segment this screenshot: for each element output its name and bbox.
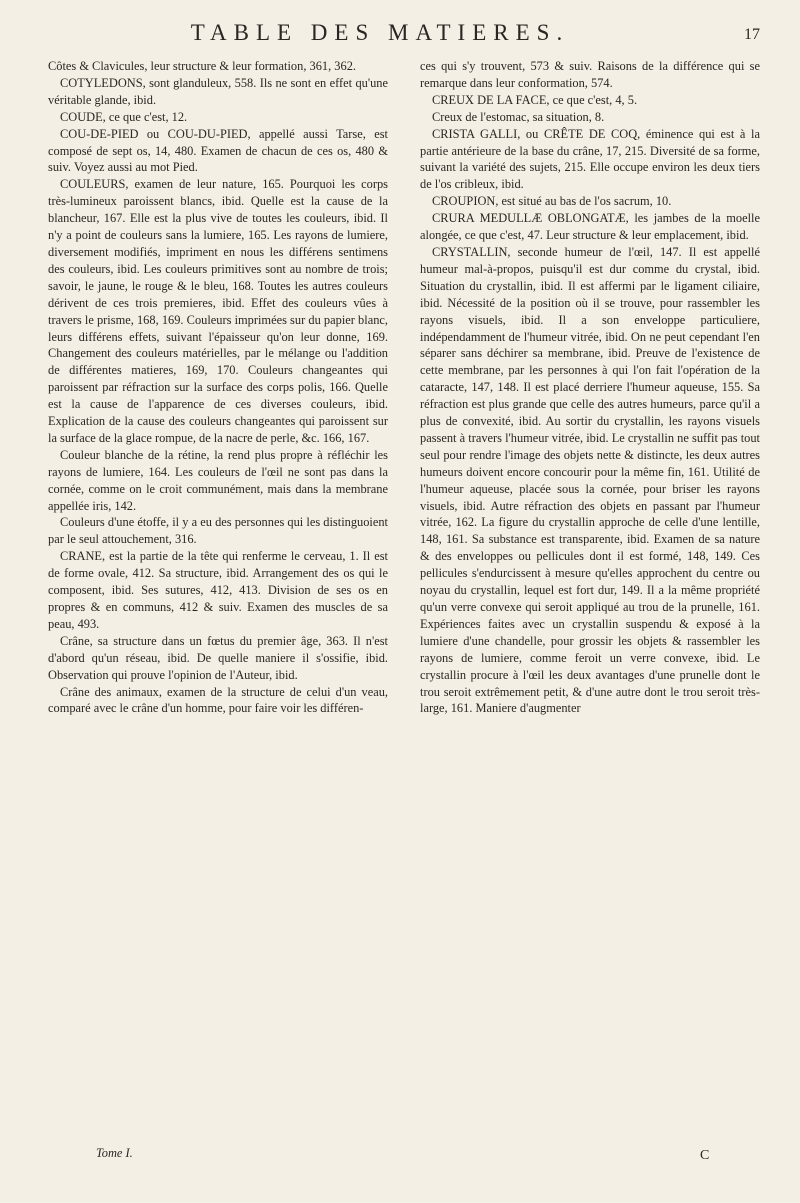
index-entry: Crâne des animaux, examen de la structure de celui d'un veau, comparé avec le crâne d'un homme, pour faire voir les différen- (48, 684, 388, 716)
left-column (48, 58, 388, 1178)
index-entry: ces qui s'y trouvent, 573 & suiv. Raisons de la différence qui se remarque dans leur conformation, 574. (420, 59, 760, 90)
index-entry: COU-DE-PIED ou COU-DU-PIED, appellé aussi Tarse, est composé de sept os, 14, 480. Examen de chacun de ces os, 480 & suiv. Voyez aussi au mot Pied. (48, 126, 388, 175)
index-entry: CRISTA GALLI, ou CRÊTE DE COQ, éminence qui est à la partie antérieure de la base du crâne, 17, 215. Diversité de sa forme, suivant la variété des sujets, 215. Elle occupe environ les deux tiers de l'os cribleux, ibid. (420, 126, 760, 192)
running-head: TABLE DES MATIERES. (190, 20, 570, 45)
right-column (420, 58, 760, 1178)
index-entry: CRURA MEDULLÆ OBLONGATÆ, les jambes de la moelle alongée, ce que c'est, 47. Leur structure & leur emplacement, ibid. (420, 211, 760, 243)
index-entry: Crâne, sa structure dans un fœtus du premier âge, 363. Il n'est d'abord qu'un réseau, ibid. De quelle maniere il s'ossifie, ibid. Observation qui prouve l'opinion de l'Auteur, ibid. (48, 633, 388, 682)
page-number: 17 (744, 26, 760, 43)
page-header (60, 20, 760, 60)
index-entry: COUDE, ce que c'est, 12. (60, 109, 188, 124)
index-entry: CROUPION, est situé au bas de l'os sacrum, 10. (432, 194, 672, 209)
index-entry: Côtes & Clavicules, leur structure & leur formation, 361, 362. (48, 59, 356, 73)
index-entry: CREUX DE LA FACE, ce que c'est, 4, 5. (432, 92, 638, 107)
index-entry: Creux de l'estomac, sa situation, 8. (432, 109, 605, 124)
index-entry: COULEURS, examen de leur nature, 165. Pourquoi les corps très-lumineux paroissent blancs, ibid. Quelle est la cause de la blancheur, 167. Elle est la plus vive de toutes les couleurs, ibid. Il n'y a point de couleurs sans la lumiere, 165. Les rayons de lumiere, diversement modifiés, impriment en nous les différens sentimens des couleurs, ibid. Les couleurs primitives sont au nombre de trois; savoir, le jaune, le rouge & le bleu, 168. Toutes les autres couleurs dérivent de ces trois premieres, ibid. Effet des couleurs vûes à travers le prisme, 168, 169. Couleurs imprimées sur du papier blanc, leurs différens effets, suivant l'épaisseur qu'on leur donne, 169. Changement des couleurs matérielles, par le mélange ou l'addition de différentes matieres, 169, 170. Couleurs changeantes qui paroissent par réfraction sur la surface des corps polis, 166. Quelle est la cause de l'apparence de ces diverses couleurs, ibid. Explication de la cause des couleurs changeantes qui paroissent sur la surface de la glace rompue, de la nacre de perle, &c. 166, 167. (48, 177, 388, 445)
index-entry: Couleur blanche de la rétine, la rend plus propre à réfléchir les rayons de lumiere, 164. Les couleurs de l'œil ne sont pas dans la cornée, comme on le croit communément, mais dans la membrane appellée iris, 142. (48, 447, 388, 513)
index-entry: CRYSTALLIN, seconde humeur de l'œil, 147. Il est appellé humeur mal-à-propos, puisqu'il est dur comme du crystal, ibid. Situation du crystallin, ibid. Il est affermi par le ligament ciliaire, ibid. Nécessité de la position où il se trouve, pour rassembler les rayons visuels, ibid. Il a son enveloppe particuliere, indépendamment de l'humeur vitrée, ibid. On ne peut cependant l'en séparer sans déchirer sa membrane, ibid. Preuve de l'existence de cette membrane, par les personnes à qui l'on fait l'opération de la cataracte, 147, 148. Il est placé derriere l'humeur aqueuse, 155. Sa réfraction est plus grande que celle des autres humeurs, parce qu'il a plus de convexité, ibid. Au sortir du crystallin, les rayons visuels passent à travers l'humeur vitrée, ibid. Le crystallin ne suffit pas tout seul pour rendre l'image des objets nette & distincte, les deux autres humeurs doivent encore concourir pour la même fin, 161. Utilité de l'humeur aqueuse, placée sous la cornée, pour briser les rayons visuels, ibid. Autre réfraction des objets en passant par l'humeur vitrée, 162. La figure du crystallin approche de celle d'une lentille, 148, 161. Sa substance est transparente, ibid. Examen de sa nature & des enveloppes ou pellicules dont il est formé, 148, 149. Ces pellicules s'endurcissent à mesure qu'elles approchent du centre ou noyau du crystallin, lequel est fort dur, 149. Il a la même propriété qu'un verre convexe qui seroit appliqué au trou de la prunelle, 161. Expériences faites avec un crystallin suspendu & exposé à la lumiere d'une chandelle, pour grossir les objets & rassembler les rayons de lumiere, comme feroit un verre convexe, ibid. Le crystallin procure à l'œil les deux avantages d'une prunelle dont le trou seroit extrêmement petit, & d'une autre dont le trou seroit très-large, 161. Maniere d'augmenter (420, 244, 760, 716)
signature-mark: C (700, 1148, 710, 1163)
index-entry: COTYLEDONS, sont glanduleux, 558. Ils ne sont en effet qu'une véritable glande, ibid. (48, 75, 388, 107)
index-entry: CRANE, est la partie de la tête qui renferme le cerveau, 1. Il est de forme ovale, 412. Sa structure, ibid. Arrangement des os qui le composent, ibid. Ses sutures, 412, 413. Division de ses os en propres & en communs, 412 & suiv. Examen des muscles de sa peau, 493. (48, 549, 388, 631)
index-entry: Couleurs d'une étoffe, il y a eu des personnes qui les distinguoient par le seul attouchement, 316. (48, 515, 388, 547)
catchword: Tome I. (96, 1146, 133, 1160)
